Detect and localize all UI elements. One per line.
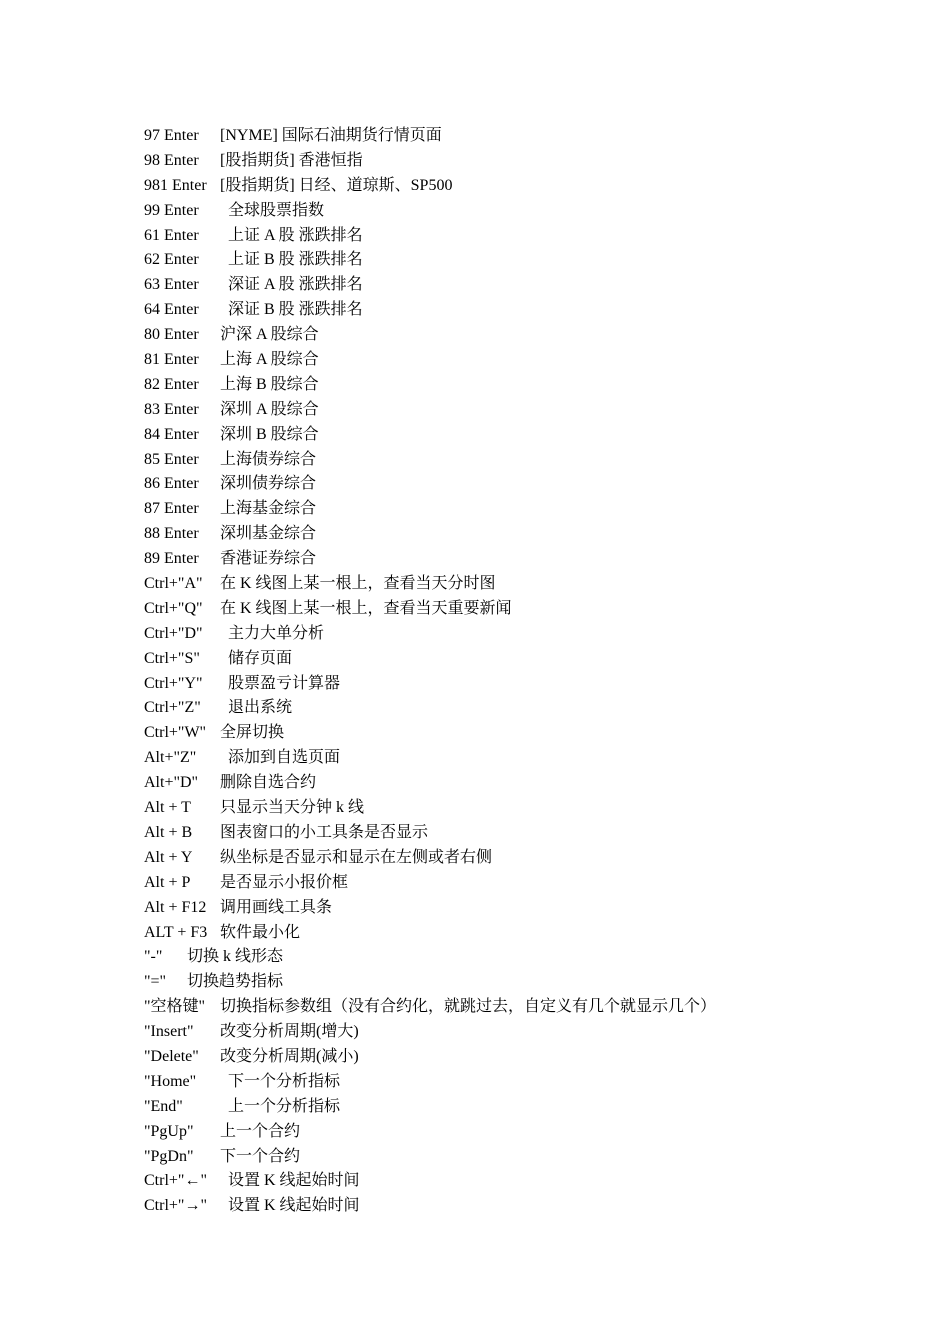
shortcut-description: 改变分析周期(增大) (220, 1023, 359, 1041)
shortcut-key: "Home" (144, 1072, 197, 1090)
shortcut-description: 纵坐标是否显示和显示在左侧或者右侧 (220, 848, 493, 866)
shortcut-line (144, 323, 904, 348)
shortcut-key: Alt+"Z" (144, 749, 197, 767)
shortcut-key: "空格键" (144, 998, 206, 1016)
shortcut-description: [NYME] 国际石油期货行情页面 (220, 127, 442, 144)
shortcut-line (144, 1120, 904, 1145)
shortcut-line (144, 1070, 904, 1095)
shortcut-line (144, 273, 904, 298)
shortcut-key: "End" (144, 1097, 183, 1115)
shortcut-description: 香港证券综合 (220, 550, 317, 568)
shortcut-line (144, 423, 904, 448)
shortcut-line (144, 248, 904, 273)
shortcut-key: 81 Enter (144, 351, 199, 369)
shortcut-key: 64 Enter (144, 301, 199, 319)
shortcut-line (144, 572, 904, 597)
shortcut-list (144, 124, 904, 1219)
shortcut-key: 84 Enter (144, 425, 199, 443)
shortcut-line (144, 896, 904, 921)
shortcut-description: 删除自选合约 (220, 774, 317, 792)
shortcut-key: 86 Enter (144, 475, 199, 493)
shortcut-line (144, 970, 904, 995)
shortcut-description: 深圳 B 股综合 (220, 425, 319, 443)
shortcut-line (144, 995, 904, 1020)
shortcut-description: 全屏切换 (220, 724, 285, 742)
shortcut-key: Ctrl+"Q" (144, 599, 203, 617)
shortcut-line (144, 298, 904, 323)
shortcut-key: Ctrl+"←" (144, 1172, 207, 1190)
shortcut-description: 下一个合约 (220, 1147, 301, 1165)
shortcut-line (144, 622, 904, 647)
shortcut-key: Alt+"D" (144, 774, 199, 792)
shortcut-description: 深圳 A 股综合 (220, 400, 319, 418)
shortcut-key: 61 Enter (144, 226, 199, 244)
shortcut-description: 上一个合约 (220, 1122, 301, 1140)
shortcut-key: 98 Enter (144, 151, 199, 169)
shortcut-line (144, 224, 904, 249)
shortcut-key: 89 Enter (144, 550, 199, 568)
shortcut-line (144, 448, 904, 473)
shortcut-description: 主力大单分析 (228, 624, 325, 642)
shortcut-key: "Delete" (144, 1047, 199, 1065)
shortcut-key: Ctrl+"S" (144, 649, 200, 667)
shortcut-line (144, 846, 904, 871)
shortcut-key: "=" (144, 973, 167, 991)
shortcut-description: 添加到自选页面 (228, 749, 341, 767)
shortcut-description: 是否显示小报价框 (220, 873, 349, 891)
shortcut-key: 63 Enter (144, 276, 199, 294)
shortcut-description: 只显示当天分钟 k 线 (220, 799, 365, 817)
shortcut-description: 切换趋势指标 (187, 973, 284, 991)
shortcut-line (144, 547, 904, 572)
shortcut-key: 99 Enter (144, 201, 199, 219)
shortcut-line (144, 597, 904, 622)
shortcut-key: 62 Enter (144, 251, 199, 269)
shortcut-description: 调用画线工具条 (220, 898, 333, 916)
shortcut-description: 上一个分析指标 (228, 1097, 341, 1115)
shortcut-description: 上证 B 股 涨跌排名 (228, 251, 363, 269)
shortcut-line (144, 945, 904, 970)
shortcut-key: 85 Enter (144, 450, 199, 468)
shortcut-line (144, 771, 904, 796)
shortcut-description: 深圳基金综合 (220, 525, 317, 543)
shortcut-key: 82 Enter (144, 375, 199, 393)
shortcut-description: 在 K 线图上某一根上，查看当天分时图 (220, 575, 496, 593)
shortcut-description: 深圳债券综合 (220, 475, 317, 493)
shortcut-description: 改变分析周期(减小) (220, 1047, 359, 1065)
shortcut-line (144, 373, 904, 398)
shortcut-key: 97 Enter (144, 127, 199, 144)
shortcut-description: 设置 K 线起始时间 (228, 1197, 360, 1215)
shortcut-line (144, 522, 904, 547)
shortcut-line (144, 497, 904, 522)
shortcut-line (144, 871, 904, 896)
shortcut-description: 股票盈亏计算器 (228, 674, 341, 692)
shortcut-description: 上海基金综合 (220, 500, 317, 518)
shortcut-description: 下一个分析指标 (228, 1072, 341, 1090)
shortcut-line (144, 746, 904, 771)
shortcut-description: [股指期货] 香港恒指 (220, 151, 363, 169)
shortcut-key: Ctrl+"Y" (144, 674, 203, 692)
shortcut-key: Alt + P (144, 873, 191, 891)
shortcut-line (144, 921, 904, 946)
shortcut-line (144, 1145, 904, 1170)
shortcut-key: Alt + F12 (144, 898, 207, 916)
shortcut-key: ALT + F3 (144, 923, 208, 941)
shortcut-key: "-" (144, 948, 163, 966)
shortcut-line (144, 1020, 904, 1045)
shortcut-description: 深证 A 股 涨跌排名 (228, 276, 363, 294)
shortcut-description: 在 K 线图上某一根上，查看当天重要新闻 (220, 599, 512, 617)
shortcut-description: 图表窗口的小工具条是否显示 (220, 823, 429, 841)
shortcut-line (144, 696, 904, 721)
shortcut-line (144, 472, 904, 497)
shortcut-key: Alt + B (144, 823, 193, 841)
shortcut-description: 全球股票指数 (228, 201, 325, 219)
shortcut-key: Ctrl+"Z" (144, 699, 201, 717)
shortcut-description: 上海债券综合 (220, 450, 317, 468)
shortcut-line (144, 672, 904, 697)
shortcut-key: 83 Enter (144, 400, 199, 418)
shortcut-description: 上证 A 股 涨跌排名 (228, 226, 363, 244)
shortcut-key: "PgDn" (144, 1147, 194, 1165)
shortcut-line (144, 1095, 904, 1120)
shortcut-description: 上海 A 股综合 (220, 351, 319, 369)
shortcut-line (144, 199, 904, 224)
shortcut-description: [股指期货] 日经、道琼斯、SP500 (220, 176, 453, 194)
shortcut-key: "Insert" (144, 1023, 194, 1041)
shortcut-key: Ctrl+"D" (144, 624, 203, 642)
shortcut-line (144, 647, 904, 672)
shortcut-description: 储存页面 (228, 649, 293, 667)
shortcut-line (144, 796, 904, 821)
shortcut-key: 981 Enter (144, 176, 207, 194)
shortcut-key: 87 Enter (144, 500, 199, 518)
shortcut-description: 深证 B 股 涨跌排名 (228, 301, 363, 319)
shortcut-line (144, 124, 904, 149)
shortcut-key: "PgUp" (144, 1122, 194, 1140)
shortcut-description: 切换 k 线形态 (187, 948, 284, 966)
shortcut-line (144, 348, 904, 373)
shortcut-description: 沪深 A 股综合 (220, 326, 319, 344)
shortcut-description: 退出系统 (228, 699, 293, 717)
shortcut-description: 软件最小化 (220, 923, 301, 941)
shortcut-line (144, 1194, 904, 1219)
shortcut-key: Alt + T (144, 799, 191, 817)
shortcut-description: 切换指标参数组（没有合约化，就跳过去，自定义有几个就显示几个） (220, 998, 717, 1016)
shortcut-key: Ctrl+"W" (144, 724, 207, 742)
shortcut-line (144, 1169, 904, 1194)
shortcut-key: 88 Enter (144, 525, 199, 543)
shortcut-line (144, 1045, 904, 1070)
shortcut-line (144, 149, 904, 174)
shortcut-line (144, 398, 904, 423)
shortcut-key: Alt + Y (144, 848, 193, 866)
shortcut-line (144, 721, 904, 746)
shortcut-description: 设置 K 线起始时间 (228, 1172, 360, 1190)
shortcut-key: 80 Enter (144, 326, 199, 344)
shortcut-description: 上海 B 股综合 (220, 375, 319, 393)
shortcut-line (144, 174, 904, 199)
shortcut-line (144, 821, 904, 846)
shortcut-key: Ctrl+"→" (144, 1197, 207, 1215)
shortcut-key: Ctrl+"A" (144, 575, 203, 593)
